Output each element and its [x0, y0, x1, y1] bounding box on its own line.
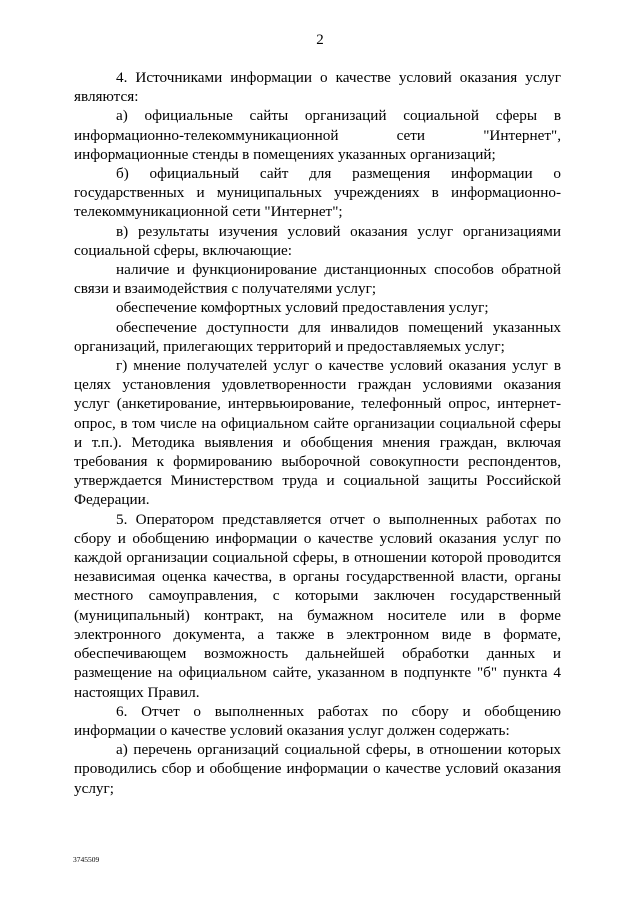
paragraph-item-4b: б) официальный сайт для размещения информации о государственных и муниципальных учреждениях в информационно-телекоммуникационной сети "Интернет"; — [74, 165, 561, 221]
paragraph-item-6a: а) перечень организаций социальной сферы, в отношении которых проводились сбор и обобщение информации о качестве условий оказания услуг; — [74, 741, 561, 797]
paragraph-item-5: 5. Оператором представляется отчет о выполненных работах по сбору и обобщению информации о качестве условий оказания услуг по каждой организации социальной сферы, в отношении которой проводится независимая оценка качества, в органы государственной власти, органы местного самоуправления, с которыми заключен государственный (муниципальный) контракт, на бумажном носителе или в форме электронного документа, а также в электронном виде в формате, обеспечивающем возможность дальнейшей обработки данных и размещение на официальном сайте, указанном в подпункте "б" пункта 4 настоящих Правил. — [74, 510, 561, 701]
paragraph-item-4v-remote-feedback: наличие и функционирование дистанционных способов обратной связи и взаимодействия с получателями услуг; — [74, 261, 561, 298]
paragraph-item-4v: в) результаты изучения условий оказания услуг организациями социальной сферы, включающие: — [74, 222, 561, 259]
paragraph-item-4v-comfort: обеспечение комфортных условий предоставления услуг; — [116, 299, 489, 317]
paragraph-item-4g: г) мнение получателей услуг о качестве условий оказания услуг в целях установления удовлетворенности граждан условиями оказания услуг (анкетирование, интервьюирование, телефонный опрос, интернет-опрос, в том числе на официальном сайте организации социальной сферы и т.п.). Методика выявления и обобщения мнения граждан, включая требования к формированию выборочной совокупности респондентов, утверждается Министерством труда и социальной защиты Российской Федерации. — [74, 357, 561, 509]
paragraph-item-4a: а) официальные сайты организаций социальной сферы в информационно-телекоммуникационной сети "Интернет", информационные стенды в помещениях указанных организаций; — [74, 107, 561, 163]
document-code: 3745509 — [73, 855, 100, 864]
paragraph-item-4v-accessibility: обеспечение доступности для инвалидов помещений указанных организаций, прилегающих территорий и предоставляемых услуг; — [74, 318, 561, 355]
page-number: 2 — [316, 32, 324, 48]
paragraph-item-6: 6. Отчет о выполненных работах по сбору и обобщению информации о качестве условий оказания услуг должен содержать: — [74, 702, 561, 739]
paragraph-item-4: 4. Источниками информации о качестве условий оказания услуг являются: — [74, 69, 561, 106]
document-body — [74, 68, 561, 798]
